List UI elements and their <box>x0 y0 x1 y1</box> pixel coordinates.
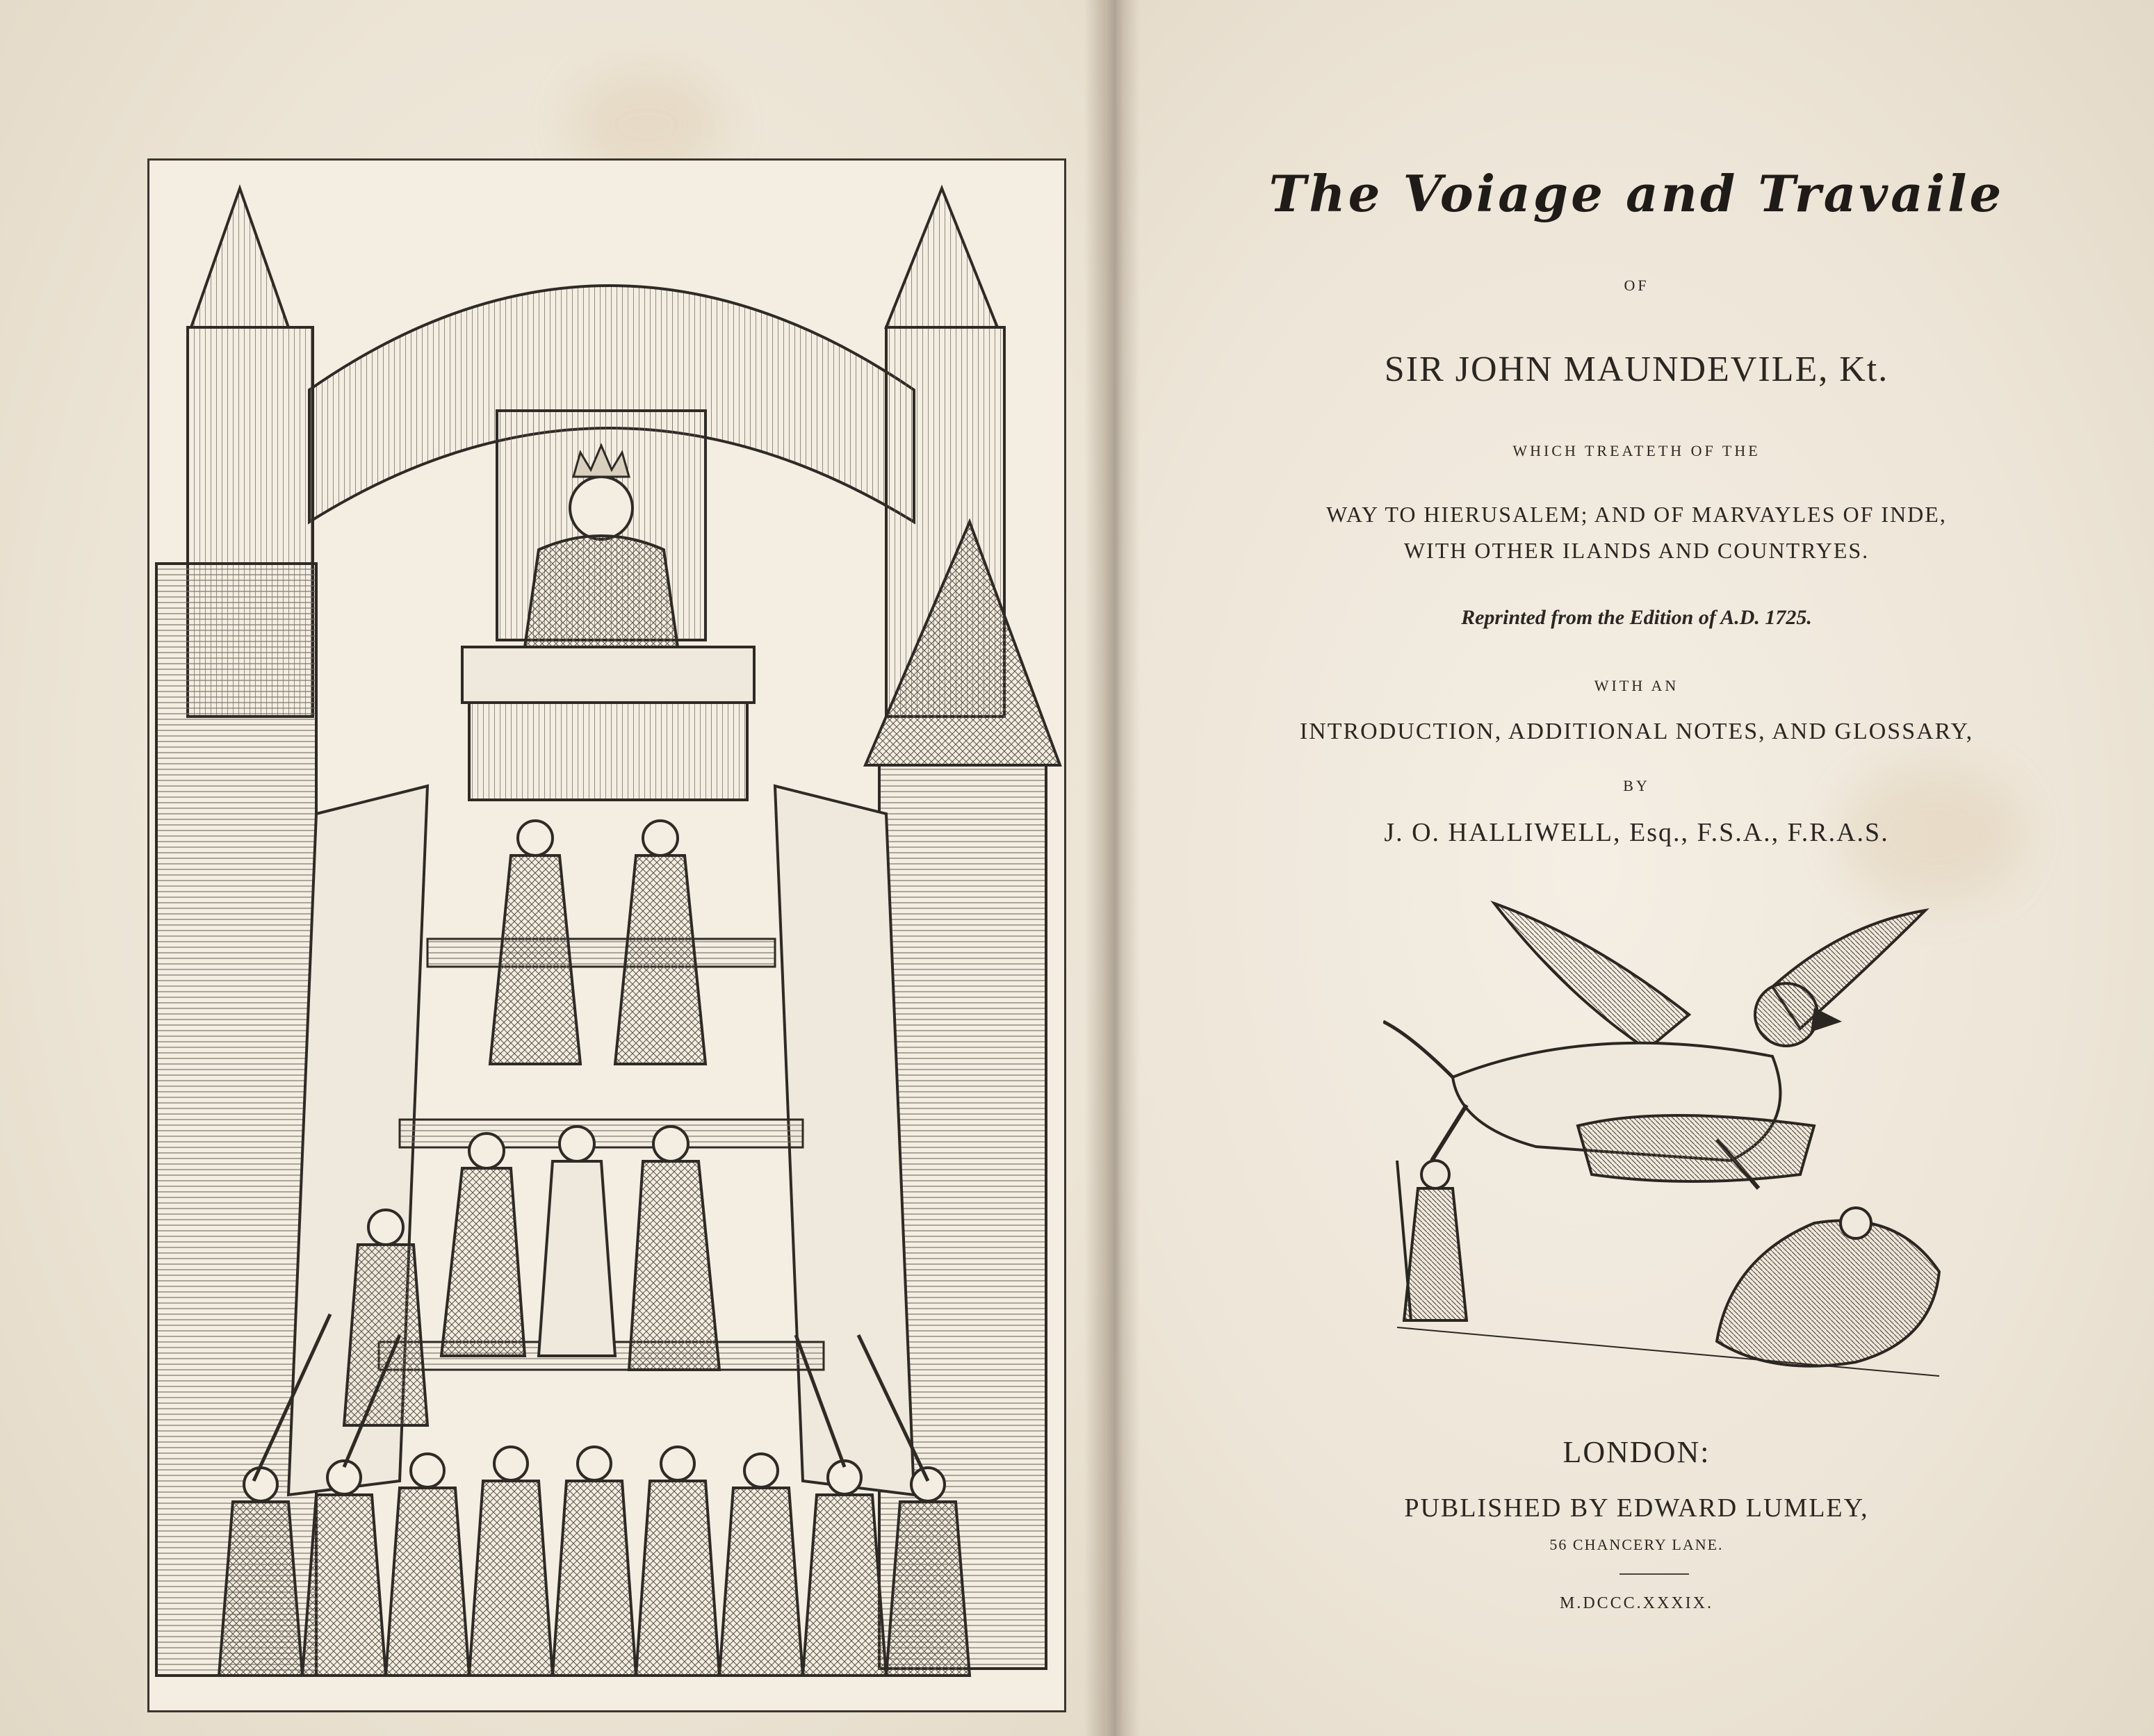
subtitle-line-1: WAY TO HIERUSALEM; AND OF MARVAYLES OF INDE, <box>1326 502 1947 527</box>
with-an: WITH AN <box>1594 677 1679 694</box>
of-line: OF <box>1624 277 1649 294</box>
reprinted-note: Reprinted from the Edition of A.D. 1725. <box>1461 606 1812 629</box>
by-line: BY <box>1623 777 1650 794</box>
main-title: The Voiage and Travaile <box>1268 164 2005 223</box>
frontispiece-engraving <box>147 158 1066 1712</box>
publication-year: M.DCCC.XXXIX. <box>1559 1594 1713 1612</box>
publisher: PUBLISHED BY EDWARD LUMLEY, <box>1404 1493 1869 1523</box>
griffin-carrying-horse-icon <box>1383 896 1953 1397</box>
divider <box>1619 1573 1689 1575</box>
place-of-publication: LONDON: <box>1563 1435 1711 1469</box>
engraving-royal-feast-icon <box>149 161 1064 1710</box>
subtitle-line-2: WITH OTHER ILANDS AND COUNTRYES. <box>1403 538 1870 563</box>
which-treateth: WHICH TREATETH OF THE <box>1512 442 1761 459</box>
griffin-vignette <box>1383 896 1953 1397</box>
title-page <box>1119 0 2154 1736</box>
editor-name: J. O. HALLIWELL, Esq., F.S.A., F.R.A.S. <box>1384 818 1889 847</box>
author-name: SIR JOHN MAUNDEVILE, Kt. <box>1384 350 1889 389</box>
publisher-address: 56 CHANCERY LANE. <box>1549 1536 1724 1553</box>
introduction-line: INTRODUCTION, ADDITIONAL NOTES, AND GLOSSARY, <box>1299 719 1974 744</box>
